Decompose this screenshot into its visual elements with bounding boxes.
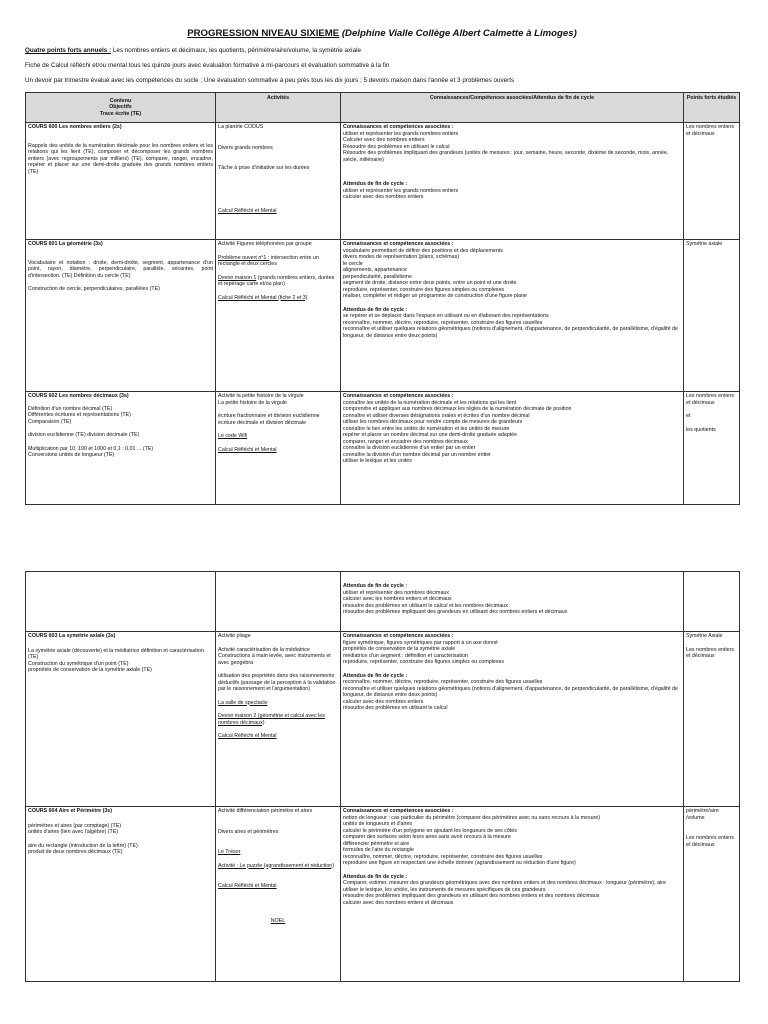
c603-pf-2: Les nombres entiers et décimaux xyxy=(686,646,734,659)
list-item: reconnaître et utiliser quelques relations géométriques (notions d'alignement, d'appartenance, de perpendicularité, de parallélisme, d'égalité de longueur, de distance entre deux points) xyxy=(343,326,678,339)
c601-content: Vocabulaire et notation : droite, demi-droite, segment, appartenance d'un point, rayon, diamètre, perpendiculaire, parallèle, sécantes, point d'intersection. (TE) Définition du cercle (TE) xyxy=(28,259,213,279)
c601-connaissances xyxy=(341,240,684,392)
header-contenu-l1: Contenu xyxy=(109,97,132,104)
cont602-afc-label: Attendus de fin de cycle : xyxy=(343,583,408,589)
c600-afc-label: Attendus de fin de cycle : xyxy=(343,181,408,187)
c602-activity-2: écriture fractionnaire et division euclidienne xyxy=(218,413,320,419)
c601-afc-label: Attendus de fin de cycle : xyxy=(343,306,408,313)
c603-activity-5: La salle de spectacle xyxy=(218,699,268,706)
c604-activites xyxy=(216,807,341,982)
intro-text: Les nombres entiers et décimaux, les quotients, périmètre/aire/volume, la symétrie axiale xyxy=(111,47,361,54)
list-item: produit de deux nombres décimaux (TE) xyxy=(28,849,123,855)
list-item: unités de longueurs et d'aires xyxy=(343,821,413,827)
c601-activity-2 xyxy=(218,255,338,268)
progression-table-1 xyxy=(25,92,740,505)
c604-contenu xyxy=(26,807,216,982)
header-contenu-l2: Objectifs xyxy=(109,104,132,111)
list-item: La symétrie axiale (découverte) et la médiatrice définition et caractérisation (TE) xyxy=(28,647,204,660)
list-item: Résoudre des problèmes impliquant des grandeurs (unités de mesures : jour, semaine, heure, seconde, dixième de seconde, mois, année, siècle, millénaire) xyxy=(343,150,669,163)
c604-activity-3: Le Trésor xyxy=(218,849,241,855)
list-item: utiliser les nombres décimaux pour rendre compte de mesures de grandeurs xyxy=(343,419,523,425)
list-item: utiliser et représenter des nombres décimaux xyxy=(343,589,449,596)
c600-title: COURS 600 Les nombres entiers (2s) xyxy=(28,124,122,130)
c600-activity-3: Tâche à prise d'initiative sur les durées xyxy=(218,165,310,171)
header-connaissances: Connaissances/Compétences associées/Attendus de fin de cycle xyxy=(341,93,684,123)
table-row xyxy=(26,123,740,240)
list-item: reproduire une figure en respectant une échelle donnée (agrandissement ou réduction d'une figure) xyxy=(343,860,576,866)
c603-title: COURS 603 La symétrie axiale (3s) xyxy=(28,633,116,639)
list-item: Définition d'un nombre décimal (TE) xyxy=(28,405,113,412)
c601-activity-3-text: (grands nombres entiers, durées et repérage carte et/ou plan) xyxy=(218,274,335,287)
c600-ca-label: Connaissances et compétences associées : xyxy=(343,124,454,130)
c603-activity-2: Activité caractérisation de la médiatrice xyxy=(218,646,310,653)
c600-activity-1: La planète CODUS xyxy=(218,124,264,130)
list-item: comparer des surfaces selon leurs aires sans avoir recours à la mesure xyxy=(343,834,511,840)
table-row xyxy=(26,392,740,505)
list-item: utiliser le lexique, les unités, les instruments de mesures spécifiques de ces grandeurs xyxy=(343,886,546,893)
c602-content-2: division euclidienne (TE) division décimale (TE) xyxy=(28,432,140,438)
c601-activity-2-label: Problème ouvert n°1 : xyxy=(218,254,270,261)
header-contenu-l3: Trace écrite (TE) xyxy=(99,110,142,117)
cont602-connaissances xyxy=(341,572,684,632)
c601-activity-4: Calcul Réfléchi et Mental (fiche 2 et 3) xyxy=(218,294,308,301)
list-item: comparer, ranger et encadrer des nombres décimaux xyxy=(343,438,468,445)
list-item: utiliser le lexique et les unités xyxy=(343,458,412,464)
c603-afc-label: Attendus de fin de cycle : xyxy=(343,672,408,679)
list-item: formules de l'aire du rectangle xyxy=(343,847,414,853)
c604-title: COURS 604 Aire et Périmètre (3s) xyxy=(28,808,113,814)
header-contenu xyxy=(26,93,216,123)
list-item: divers modes de représentation (plans, schémas) xyxy=(343,254,459,260)
c604-activity-2: Divers aires et périmètres xyxy=(218,828,279,835)
c603-points-forts xyxy=(684,632,740,807)
list-item: différencier périmètre et aire xyxy=(343,840,410,847)
page-1 xyxy=(25,28,739,505)
list-item: aire du rectangle (introduction de la lettre) (TE) xyxy=(28,842,138,849)
list-item: médiatrice d'un segment : définition et caractérisation xyxy=(343,652,468,659)
list-item: propriétés de conservation de la symétrie axiale xyxy=(343,646,456,652)
c602-contenu xyxy=(26,392,216,505)
c603-pf-1: Symétrie Axiale xyxy=(686,633,723,639)
c602-points-forts xyxy=(684,392,740,505)
c602-activity-5: Calcul Réfléchi et Mental xyxy=(218,446,277,453)
c600-points-forts: Les nombres entiers et décimaux xyxy=(684,123,740,240)
c602-pf-3: les quotients xyxy=(686,426,716,433)
list-item: périmètres et aires (par comptage) (TE) xyxy=(28,822,122,829)
c600-connaissances xyxy=(341,123,684,240)
c604-activity-4: Activité : Le puzzle (agrandissement et réduction) xyxy=(218,862,335,869)
list-item: connaître les unités de la numération décimale et les relations qui les lient xyxy=(343,399,517,406)
list-item: repérer et placer un nombre décimal sur une demi-droite graduée adaptée xyxy=(343,432,518,438)
list-item: reconnaître, nommer, décrire, reproduire, représenter, construire des figures usuelles xyxy=(343,319,543,326)
c603-activity-1: Activité pliage xyxy=(218,633,251,639)
list-item: reconnaître, nommer, décrire, reproduire, représenter, construire des figures usuelles xyxy=(343,853,543,860)
c602-pf-1: Les nombres entiers et décimaux xyxy=(686,393,734,406)
list-item: unités d'aires (lien avec l'algèbre) (TE) xyxy=(28,829,119,835)
list-item: Multiplication par 10, 100 et 1000 et 0,1 ; 0,01 ... (TE) xyxy=(28,445,154,452)
list-item: utiliser et représenter les grands nombres entiers xyxy=(343,130,459,137)
c602-ca-label: Connaissances et compétences associées : xyxy=(343,393,454,399)
list-item: Comparer, estimer, mesurer des grandeurs géométriques avec des nombres entiers et des nombres décimaux : longueur (périmètre), aire xyxy=(343,880,666,886)
c604-ca-label: Connaissances et compétences associées : xyxy=(343,808,454,814)
list-item: connaître la division euclidienne d'un entier par un entier xyxy=(343,445,476,451)
title-main: PROGRESSION NIVEAU SIXIEME xyxy=(187,28,340,39)
intro-line-3: Un devoir par trimestre évalué avec les compétences du socle ; Une évaluation sommative à peu près tous les dix jours ; 5 devoirs maison dans l'année et 3 problèmes ouverts xyxy=(25,77,515,84)
cont602-activites xyxy=(216,572,341,632)
c601-activity-1: Activité Figures téléphonées par groupe xyxy=(218,241,312,247)
c602-title: COURS 602 Les nombres décimaux (3s) xyxy=(28,393,129,399)
c604-afc-label: Attendus de fin de cycle : xyxy=(343,873,408,880)
title-sub: (Delphine Vialle Collège Albert Calmette à Limoges) xyxy=(341,28,577,39)
table-row xyxy=(26,572,740,632)
c602-activity-3: écriture décimale et division décimale xyxy=(218,419,307,426)
c602-pf-2: et xyxy=(686,413,691,419)
c603-activity-3: Constructions à main levée, avec instruments et avec geogebra xyxy=(218,653,331,666)
intro-line-2: Fiche de Calcul réfléchi et/ou mental tous les quinze jours avec évaluation formative à mi-parcours et évaluation sommative à la fin xyxy=(25,62,390,69)
list-item: utiliser et représenter les grands nombres entiers xyxy=(343,187,459,194)
list-item: réaliser, compléter et rédiger un programme de construction d'une figure plane xyxy=(343,293,527,299)
list-item: notion de longueur : cas particulier du périmètre (comparer des périmètres avec ou sans recours à la mesure) xyxy=(343,814,601,821)
c601-activity-3-label: Devoir maison 1 xyxy=(218,274,257,281)
table-row xyxy=(26,240,740,392)
list-item: connaître la division d'un nombre décimal par un nombre entier xyxy=(343,451,491,458)
list-item: calculer le périmètre d'un polygone en ajoutant les longueurs de ses côtés xyxy=(343,827,517,834)
c601-activity-3 xyxy=(218,275,338,288)
header-activites: Activités xyxy=(216,93,341,123)
header-points-forts: Points forts étudiés xyxy=(684,93,740,123)
c604-activity-6: NOEL xyxy=(270,917,286,924)
c601-contenu xyxy=(26,240,216,392)
list-item: résoudre des problèmes en utilisant le calcul xyxy=(343,705,448,711)
c601-ca-label: Connaissances et compétences associées : xyxy=(343,241,454,247)
c604-points-forts xyxy=(684,807,740,982)
list-item: reconnaître et utiliser quelques relations géométriques (notions d'alignement, d'appartenance, de perpendicularité, de parallélisme, d'égalité de longueur, de distance entre deux points) xyxy=(343,685,678,698)
c601-activites xyxy=(216,240,341,392)
page-2 xyxy=(25,571,739,982)
c603-activity-6: Devoir maison 2 (géométrie et calcul avec les nombres décimaux) xyxy=(218,713,325,726)
c604-activity-1: Activité différenciation périmètre et aires xyxy=(218,808,313,814)
document-title xyxy=(25,28,739,39)
c602-activity-4: Le code Wifi xyxy=(218,433,248,439)
list-item: calculer avec des nombres entiers xyxy=(343,194,424,200)
list-item: propriétés de conservation de la symétrie axiale (TE) xyxy=(28,667,152,673)
list-item: Comparaison (TE) xyxy=(28,418,72,425)
c604-connaissances xyxy=(341,807,684,982)
list-item: reproduire, représenter, construire des figures simples ou complexes xyxy=(343,286,505,293)
list-item: calculer avec les nombres entiers et décimaux xyxy=(343,596,452,602)
table-row xyxy=(26,807,740,982)
c600-content: Rappels des unités de la numération décimale pour les nombres entiers et les relations qui les lient (TE), composer et décomposer les grands nombres entiers (avec regroupements par milliers) (TE), comparer, ranger, encadrer, repérer et placer sur une demi-droite graduée des grands nombres entiers (TE) xyxy=(28,142,213,175)
list-item: Calculer avec des nombres entiers xyxy=(343,137,425,143)
list-item: Conversions unités de longueur (TE) xyxy=(28,452,115,458)
list-item: reproduire, représenter, construire des figures simples ou complexes xyxy=(343,659,505,665)
c603-activity-7: Calcul Réfléchi et Mental xyxy=(218,733,277,739)
c602-activity-1b: La petite histoire de la virgule xyxy=(218,399,287,406)
c604-pf-1: périmètre/aire /volume xyxy=(686,808,719,821)
list-item: se repérer et se déplacer dans l'espace en utilisant ou en élaborant des représentations xyxy=(343,313,549,319)
list-item: comprendre et appliquer aux nombres décimaux les règles de la numération décimale de position xyxy=(343,406,572,412)
list-item: Construction du symétrique d'un point (TE) xyxy=(28,660,129,667)
c603-contenu xyxy=(26,632,216,807)
table-header-row xyxy=(26,93,740,123)
c601-points-forts: Symétrie axiale xyxy=(684,240,740,392)
cont602-contenu xyxy=(26,572,216,632)
list-item: calculer avec des nombres entiers xyxy=(343,698,424,705)
c604-activity-5: Calcul Réfléchi et Mental xyxy=(218,883,277,889)
list-item: reconnaître, nommer, décrire, reproduire, représenter, construire des figures usuelles xyxy=(343,679,543,685)
intro-label: Quatre points forts annuels : xyxy=(25,47,112,54)
c604-pf-2: Les nombres entiers et décimaux xyxy=(686,835,734,848)
progression-table-2 xyxy=(25,571,740,982)
intro-line-1 xyxy=(25,47,739,55)
c601-title: COURS 601 La géométrie (3s) xyxy=(28,241,103,247)
list-item: perpendicularité, parallélisme xyxy=(343,273,412,280)
list-item: Résoudre des problèmes en utilisant le calcul xyxy=(343,143,450,150)
list-item: vocabulaire permettant de définir des positions et des déplacements xyxy=(343,247,503,254)
list-item: calculer avec des nombres entiers et décimaux xyxy=(343,899,454,906)
list-item: résoudre des problèmes impliquant des grandeurs en utilisant des nombres entiers et des nombres décimaux xyxy=(343,893,600,899)
list-item: Différentes écritures et représentations (TE) xyxy=(28,412,131,418)
c603-ca-label: Connaissances et compétences associées : xyxy=(343,633,454,639)
list-item: résoudre des problèmes impliquant des grandeurs en utilisant des nombres entiers et décimaux xyxy=(343,609,568,615)
c603-connaissances xyxy=(341,632,684,807)
c600-activites xyxy=(216,123,341,240)
list-item: figure symétrique, figures symétriques par rapport à un axe donné xyxy=(343,639,498,646)
c600-activity-2: Divers grands nombres xyxy=(218,144,273,151)
c601-activity-2-text: intersection entre un rectangle et deux cercles xyxy=(218,254,319,267)
list-item: connaître et utiliser diverses désignations orales et écrites d'un nombre décimal xyxy=(343,412,530,419)
c601-content-2: Construction de cercle, perpendiculaires, parallèles (TE) xyxy=(28,286,160,292)
table-row xyxy=(26,632,740,807)
list-item: alignements, appartenance xyxy=(343,267,407,273)
c602-activity-1: Activité la petite histoire de la virgule xyxy=(218,393,304,399)
c600-activity-4: Calcul Réfléchi et Mental xyxy=(218,207,277,214)
c603-activites xyxy=(216,632,341,807)
c600-contenu xyxy=(26,123,216,240)
list-item: résoudre des problèmes en utilisant le calcul et les nombres décimaux xyxy=(343,602,508,609)
list-item: le cercle xyxy=(343,260,363,267)
list-item: segment de droite, distance entre deux points, entre un point et une droite xyxy=(343,280,517,286)
c602-connaissances xyxy=(341,392,684,505)
c603-activity-4: utilisation des propriétés dans des raisonnements déductifs (passage de la perception à la validation par le raisonnement et l'argumentation) xyxy=(218,673,336,692)
c602-activites xyxy=(216,392,341,505)
cont602-points-forts xyxy=(684,572,740,632)
list-item: connaître le lien entre les unités de numération et les unités de mesure xyxy=(343,425,510,432)
